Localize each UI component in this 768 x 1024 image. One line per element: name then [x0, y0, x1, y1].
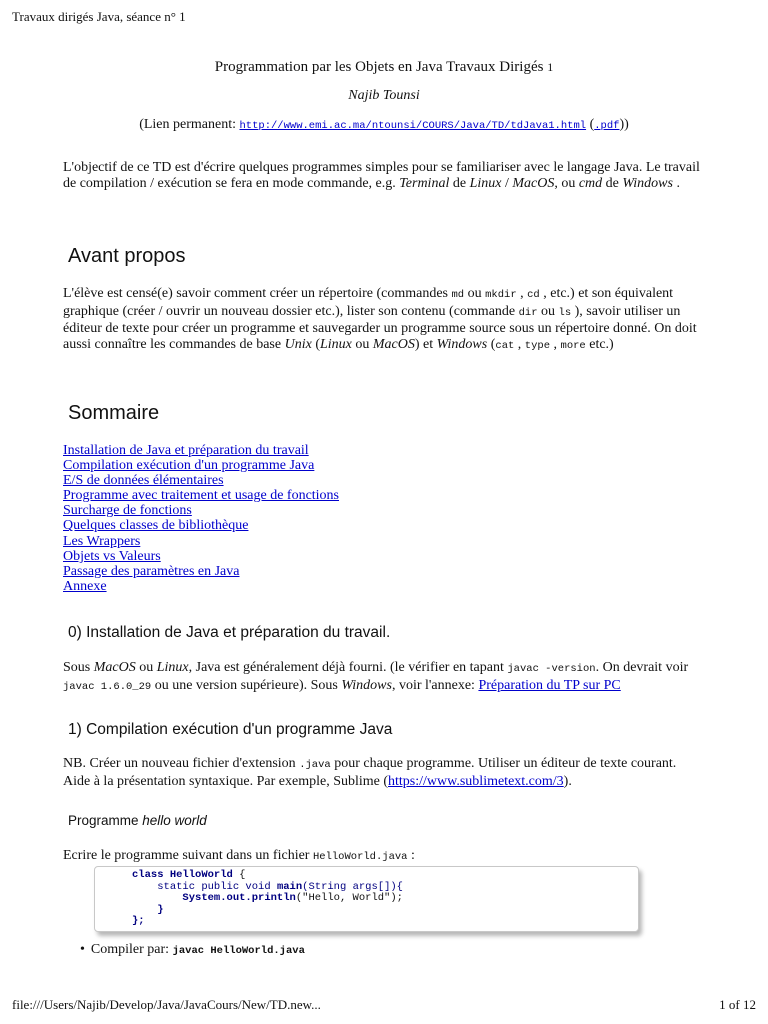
intro-windows: Windows — [622, 175, 673, 191]
avant-propos-text: L'élève est censé(e) savoir comment créer un répertoire (commandes — [63, 286, 452, 301]
installation-text: Sous — [63, 660, 94, 675]
toc-item — [63, 564, 339, 579]
hello-heading-em: hello world — [142, 813, 207, 828]
avant-propos-text: , — [550, 336, 561, 352]
document-author: Najib Tounsi — [348, 88, 420, 103]
toc-link-installation[interactable]: Installation de Java et préparation du travail — [63, 443, 309, 458]
avant-propos-text: ) et — [414, 336, 437, 352]
intro-text: L'objectif de ce TD est d'écrire quelques programmes simples pour se familiariser avec le langage Java. Le travail de compilation / exécution se fera en mode commande, e.g. — [63, 160, 700, 191]
compilation-note-paragraph — [63, 756, 705, 789]
code-println-call: System.out.println — [182, 892, 296, 905]
installation-text: ou une version supérieure). Sous — [151, 677, 342, 693]
code-md: md — [451, 289, 465, 301]
intro-terminal: Terminal — [399, 175, 450, 191]
hello-instruction-end: : — [407, 848, 415, 863]
table-of-contents — [63, 443, 339, 594]
toc-item — [63, 518, 339, 533]
toc-link-annexe[interactable]: Annexe — [63, 578, 107, 594]
code-ls: ls — [558, 306, 572, 319]
toc-link-wrappers[interactable]: Les Wrappers — [63, 533, 141, 549]
print-footer-url: file:///Users/Najib/Develop/Java/JavaCours/New/TD.new... — [12, 997, 321, 1012]
code-type: type — [524, 339, 551, 352]
toc-item — [63, 488, 339, 503]
installation-linux: Linux — [156, 660, 189, 675]
avant-propos-unix: Unix — [284, 336, 312, 352]
code-more: more — [560, 339, 586, 352]
toc-link-traitement-fonctions[interactable]: Programme avec traitement et usage de fonctions — [63, 488, 340, 504]
code-block — [94, 866, 639, 932]
code-javac-1-6: javac 1.6.0_29 — [63, 680, 152, 693]
code-brace: { — [232, 869, 246, 881]
sublime-link[interactable]: https://www.sublimetext.com/3 — [388, 773, 564, 789]
intro-text: de — [449, 175, 470, 191]
toc-link-compilation[interactable]: Compilation exécution d'un programme Java — [63, 458, 315, 474]
toc-item — [63, 549, 339, 564]
code-javac-version: javac -version — [507, 663, 596, 675]
installation-text: , voir l'annexe: — [391, 677, 479, 693]
toc-link-classes-bibliotheque[interactable]: Quelques classes de bibliothèque — [63, 518, 249, 534]
avant-propos-text: , etc.) et son équivalent graphique (créer / ouvrir un nouveau dossier etc.), lister son contenu (commande — [63, 286, 674, 319]
compile-label: Compiler par: — [90, 942, 173, 957]
compile-step — [80, 942, 305, 958]
compilation-text: NB. Créer un nouveau fichier d'extension — [63, 756, 300, 771]
subheading-hello-world — [68, 813, 207, 828]
avant-propos-text: , — [516, 286, 528, 301]
toc-link-passage-parametres[interactable]: Passage des paramètres en Java — [63, 563, 240, 579]
toc-link-objets-valeurs[interactable]: Objets vs Valeurs — [63, 548, 161, 564]
avant-propos-macos: MacOS — [372, 336, 415, 352]
toc-item — [63, 503, 339, 518]
compilation-text: pour chaque programme. Utiliser un éditeur de texte courant. Aide à la présentation syntaxique. Par exemple, Sublime ( — [63, 756, 677, 789]
avant-propos-text: ( — [487, 336, 496, 352]
avant-propos-text: etc.) — [585, 336, 614, 352]
intro-text: / — [501, 175, 513, 191]
print-header: Travaux dirigés Java, séance n° 1 — [12, 9, 186, 24]
code-helloworld-file: HelloWorld.java — [312, 851, 408, 863]
avant-propos-text: , — [514, 336, 525, 352]
code-class-name: HelloWorld — [169, 869, 233, 881]
permalink-prefix: (Lien permanent: — [139, 117, 240, 132]
section-heading-installation: 0) Installation de Java et préparation du travail. — [68, 624, 391, 641]
intro-paragraph — [63, 160, 705, 191]
code-listing — [95, 867, 638, 928]
intro-cmd: cmd — [578, 175, 603, 191]
intro-macos: MacOS — [512, 175, 555, 191]
code-cat: cat — [495, 339, 515, 352]
code-keyword-class: class — [132, 869, 164, 881]
hello-instruction — [63, 848, 705, 866]
compilation-text: ). — [563, 773, 572, 789]
installation-text: ou — [135, 660, 157, 675]
permalink-suffix: )) — [619, 117, 629, 132]
document-title-text: Programmation par les Objets en Java Travaux Dirigés — [214, 59, 544, 75]
avant-propos-text: ( — [311, 336, 320, 352]
installation-windows: Windows — [341, 677, 392, 693]
permalink-html-link[interactable]: http://www.emi.ac.ma/ntounsi/COURS/Java/TD/tdJava1.html — [239, 120, 587, 132]
installation-paragraph — [63, 660, 705, 695]
toc-item — [63, 579, 339, 594]
code-println-args: ("Hello, World"); — [295, 892, 403, 905]
print-footer-page-number: 1 of 12 — [719, 997, 756, 1012]
avant-propos-linux: Linux — [319, 336, 352, 352]
avant-propos-text: ou — [537, 303, 559, 319]
code-method-args: (String args[]){ — [302, 880, 403, 893]
code-cd: cd — [527, 289, 540, 301]
document-title-number: 1 — [547, 60, 554, 74]
intro-text: . — [672, 175, 680, 191]
avant-propos-text: ), savoir utiliser un éditeur de texte pour créer un programme et sauvegarder un programme source sous un répertoire donné. On doit aussi connaître les commandes de base — [63, 303, 697, 352]
toc-link-es-donnees[interactable]: E/S de données élémentaires — [63, 473, 224, 489]
code-java-extension: .java — [299, 759, 331, 771]
intro-text: de — [602, 175, 623, 191]
intro-text: , ou — [554, 175, 579, 191]
installation-text: . On devrait voir — [595, 660, 689, 675]
installation-macos: MacOS — [93, 660, 136, 675]
code-javac-helloworld: javac HelloWorld.java — [172, 945, 305, 957]
toc-item — [63, 534, 339, 549]
section-heading-compilation: 1) Compilation exécution d'un programme Java — [68, 721, 393, 738]
section-heading-avant-propos: Avant propos — [68, 245, 186, 267]
intro-linux: Linux — [469, 175, 502, 191]
code-mkdir: mkdir — [485, 289, 517, 301]
toc-link-surcharge[interactable]: Surcharge de fonctions — [63, 503, 192, 519]
installation-text: , Java est généralement déjà fourni. (le vérifier en tapant — [188, 660, 508, 675]
toc-item — [63, 458, 339, 473]
toc-item — [63, 443, 339, 458]
code-method-name: main — [276, 880, 303, 893]
code-closing-brace: } — [157, 903, 164, 916]
permalink-line — [0, 117, 768, 133]
avant-propos-paragraph — [63, 286, 705, 354]
avant-propos-text: ou — [464, 286, 486, 301]
code-closing-class: }; — [132, 915, 145, 928]
toc-item — [63, 473, 339, 488]
permalink-pdf-link[interactable]: .pdf — [594, 120, 620, 132]
avant-propos-text: ou — [351, 336, 373, 352]
code-modifiers: static public void — [157, 880, 271, 893]
code-dir: dir — [518, 306, 538, 319]
section-heading-sommaire: Sommaire — [68, 402, 160, 424]
compile-steps-list — [80, 942, 305, 958]
permalink-mid: ( — [586, 117, 595, 132]
avant-propos-windows: Windows — [436, 336, 488, 352]
annexe-preparation-link[interactable]: Préparation du TP sur PC — [478, 677, 621, 693]
hello-instruction-text: Ecrire le programme suivant dans un fichier — [63, 848, 313, 863]
document-title — [0, 59, 768, 76]
hello-heading-prefix: Programme — [68, 813, 143, 828]
